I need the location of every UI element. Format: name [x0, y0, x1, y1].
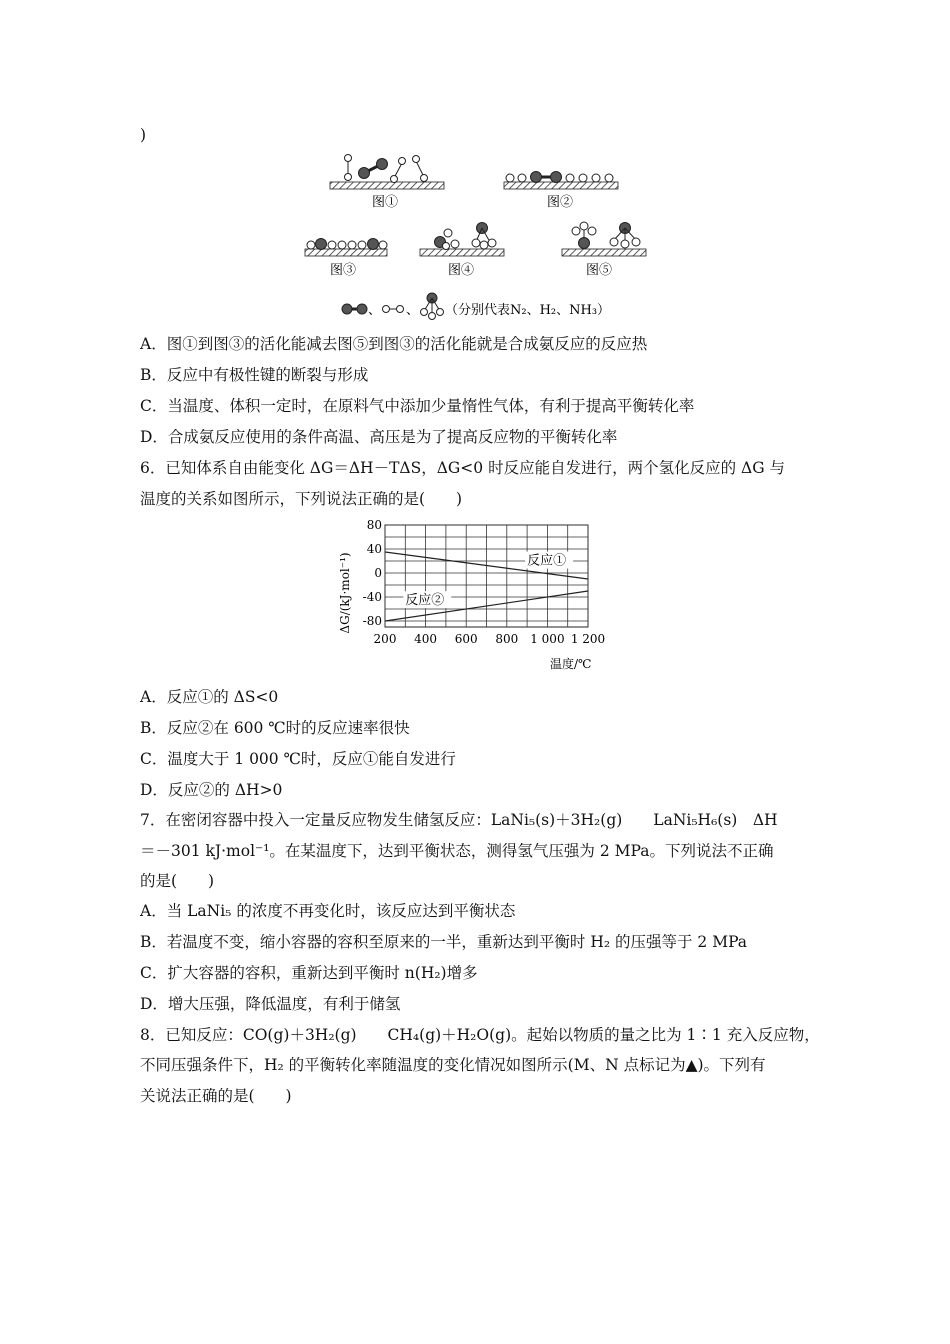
delta-g-chart — [335, 515, 620, 675]
q7-stem-line2: ＝－301 kJ·mol⁻¹。在某温度下，达到平衡状态，测得氢气压强为 2 MPa。下列说法不正确 — [140, 842, 774, 860]
caption-fig3: 图③ — [330, 263, 357, 278]
q7-option-b: B．若温度不变，缩小容器的容积至原来的一半，重新达到平衡时 H₂ 的压强等于 2 MPa — [140, 933, 748, 951]
y-tick-label: -40 — [362, 590, 382, 604]
figure-2 — [504, 172, 618, 190]
q8-stem-line2: 不同压强条件下，H₂ 的平衡转化率随温度的变化情况如图所示(M、N 点标记为▲)。下列有 — [140, 1056, 766, 1074]
q5-option-a: A．图①到图③的活化能减去图⑤到图③的活化能就是合成氨反应的反应热 — [140, 335, 648, 353]
y-tick-label: 40 — [366, 542, 382, 556]
q7-option-c: C．扩大容器的容积，重新达到平衡时 n(H₂)增多 — [140, 964, 478, 982]
y-tick-label: 80 — [366, 518, 382, 532]
figure-1 — [330, 155, 444, 190]
y-axis-label: ΔG/(kJ·mol⁻¹) — [338, 552, 352, 634]
q5-option-d: D．合成氨反应使用的条件高温、高压是为了提高反应物的平衡转化率 — [140, 428, 618, 446]
q6-stem-line1: 6．已知体系自由能变化 ΔG＝ΔH－TΔS，ΔG<0 时反应能自发进行，两个氢化反应的 ΔG 与 — [140, 459, 786, 477]
q7-stem-line3: 的是( ) — [140, 872, 215, 890]
q7-option-d: D．增大压强，降低温度，有利于储氢 — [140, 995, 401, 1013]
q8-stem-line3: 关说法正确的是( ) — [140, 1087, 292, 1105]
x-tick-label: 1 000 — [530, 632, 565, 646]
q5-option-c: C．当温度、体积一定时，在原料气中添加少量惰性气体，有利于提高平衡转化率 — [140, 397, 695, 415]
x-tick-label: 600 — [454, 632, 478, 646]
series-label-1: 反应① — [527, 553, 567, 569]
y-tick-label: -80 — [362, 614, 382, 628]
q6-option-b: B．反应②在 600 ℃时的反应速率很快 — [140, 719, 410, 737]
q7-stem-line1: 7．在密闭容器中投入一定量反应物发生储氢反应：LaNi₅(s)＋3H₂(g) LaNi₅H₆(s) ΔH — [140, 811, 778, 829]
figure-3 — [305, 239, 387, 257]
legend-h2-icon — [383, 306, 404, 313]
x-tick-label: 800 — [495, 632, 519, 646]
q8-stem-line1: 8．已知反应：CO(g)＋3H₂(g) CH₄(g)＋H₂O(g)。起始以物质的量之比为 1∶1 充入反应物， — [140, 1026, 820, 1044]
caption-fig1: 图① — [372, 195, 399, 210]
molecule-figure — [300, 150, 660, 325]
legend-n2-icon — [342, 304, 367, 314]
q6-option-d: D．反应②的 ΔH>0 — [140, 781, 283, 799]
continuation-paren: ) — [140, 126, 147, 144]
legend-nh3-icon — [421, 293, 444, 320]
q6-option-a: A．反应①的 ΔS<0 — [140, 688, 279, 706]
x-tick-label: 1 200 — [570, 632, 606, 646]
series-label-2: 反应② — [405, 593, 445, 609]
caption-fig5: 图⑤ — [586, 263, 613, 278]
legend-sep-2: 、 — [406, 303, 420, 318]
x-tick-label: 200 — [373, 632, 397, 646]
caption-fig4: 图④ — [448, 263, 475, 278]
figure-4 — [420, 223, 504, 257]
legend-sep-1: 、 — [368, 303, 382, 318]
q6-stem-line2: 温度的关系如图所示，下列说法正确的是( ) — [140, 490, 463, 508]
x-tick-label: 400 — [414, 632, 438, 646]
y-tick-label: 0 — [374, 566, 382, 580]
q7-option-a: A．当 LaNi₅ 的浓度不再变化时，该反应达到平衡状态 — [140, 902, 516, 920]
figure-5 — [562, 222, 646, 256]
caption-fig2: 图② — [547, 195, 574, 210]
q5-option-b: B．反应中有极性键的断裂与形成 — [140, 366, 369, 384]
x-axis-label: 温度/℃ — [550, 657, 592, 671]
legend-text: （分别代表N₂、H₂、NH₃） — [445, 303, 611, 318]
q6-option-c: C．温度大于 1 000 ℃时，反应①能自发进行 — [140, 750, 456, 768]
